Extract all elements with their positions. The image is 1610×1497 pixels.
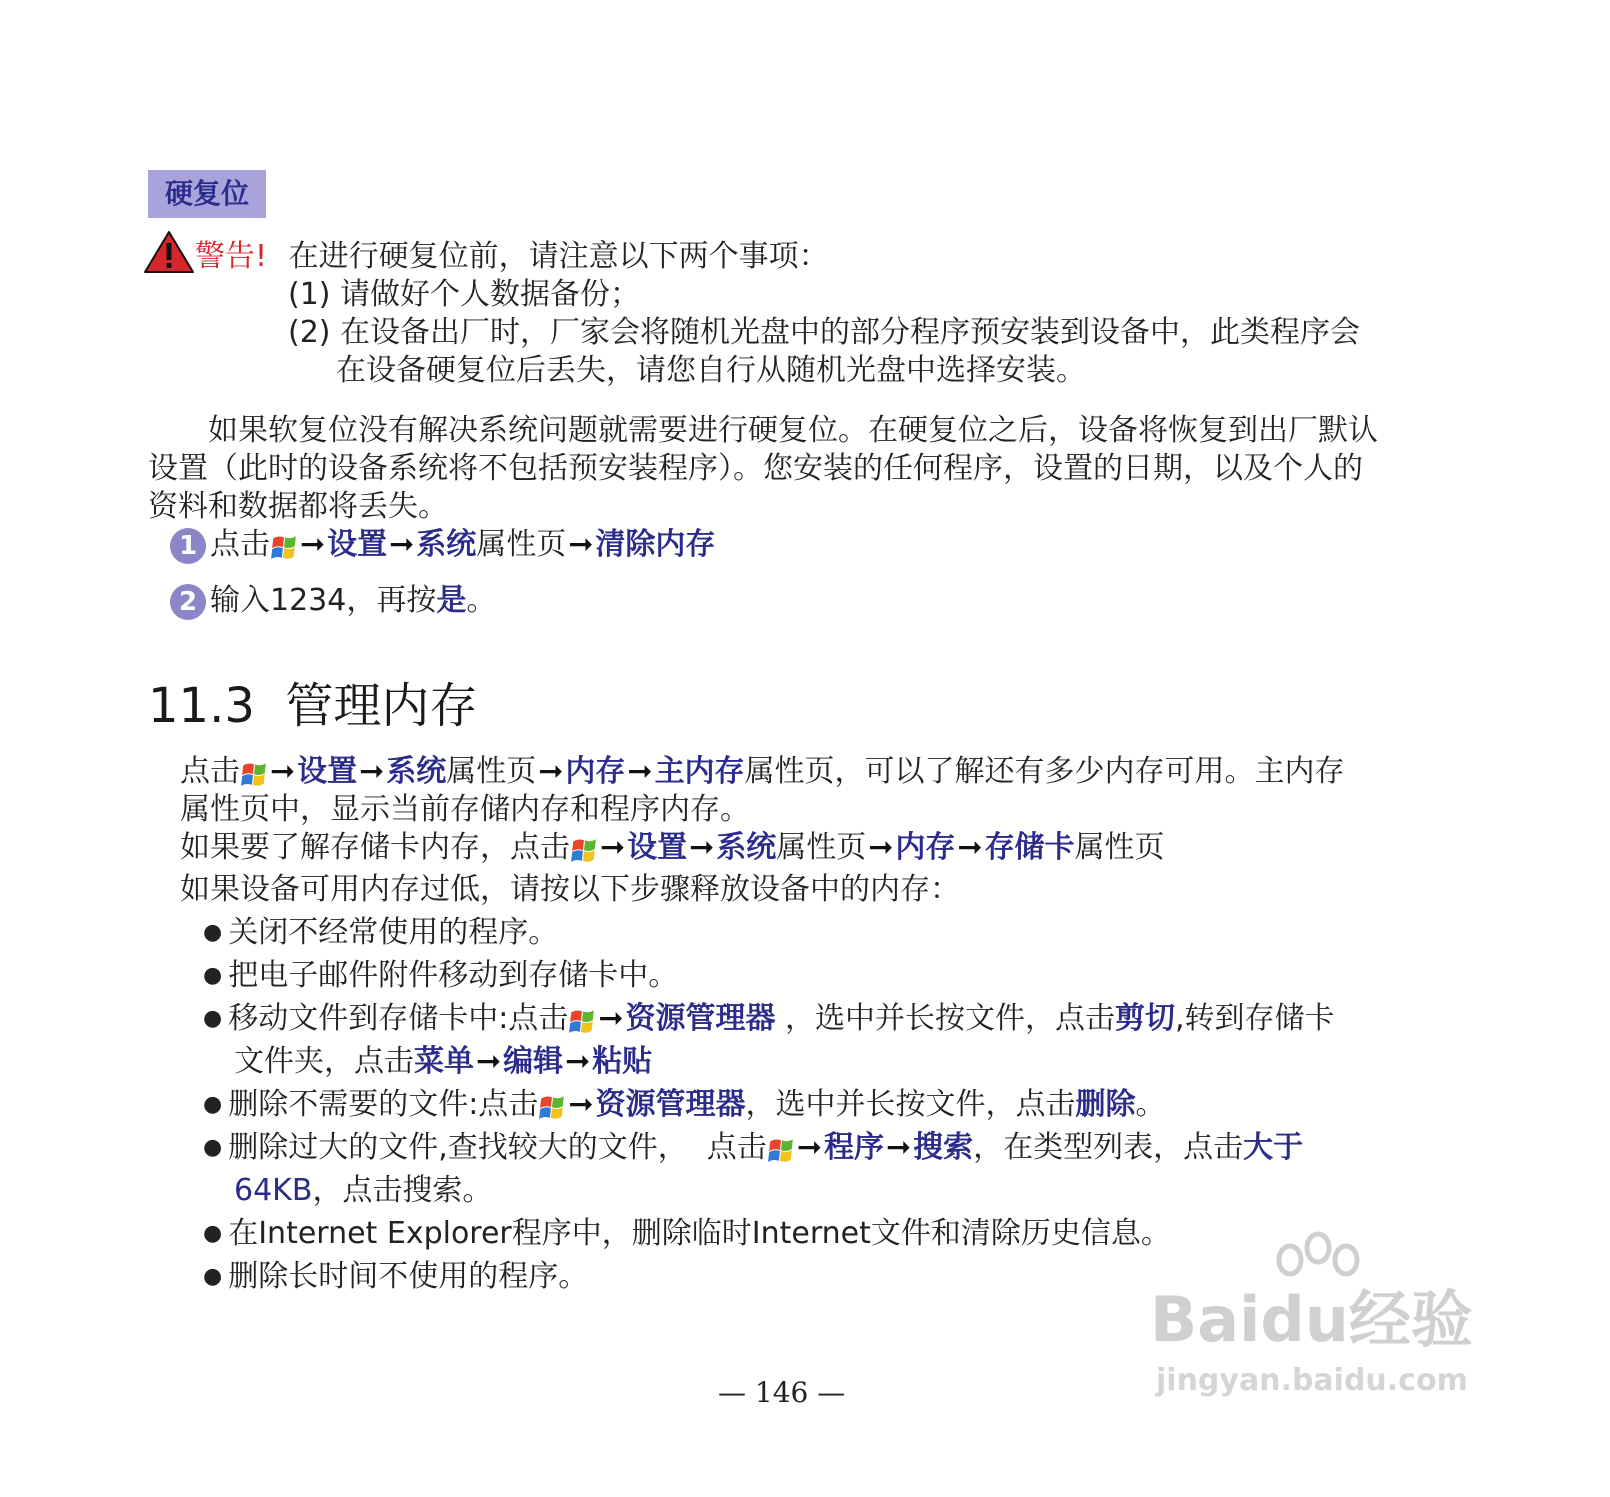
windows-start-icon	[571, 835, 597, 863]
paw-icon	[1260, 1230, 1380, 1290]
paragraph-line-1: 如果软复位没有解决系统问题就需要进行硬复位。在硬复位之后，设备将恢复到出厂默认	[208, 413, 1378, 448]
warning-item-2: (2) 在设备出厂时，厂家会将随机光盘中的部分程序预安装到设备中，此类程序会	[288, 315, 1361, 350]
list-item-cont	[234, 1043, 652, 1081]
section-heading: 11.3 管理内存	[148, 678, 478, 734]
keyword: 程序	[823, 1130, 884, 1165]
arrow-icon: ➞	[568, 1087, 594, 1122]
arrow-icon: ➞	[476, 1044, 502, 1079]
text: 移动文件到存储卡中:点击	[228, 1001, 569, 1036]
step-text: 属性页	[476, 527, 567, 562]
text: 。	[1135, 1087, 1166, 1122]
keyword: 主内存	[654, 754, 745, 789]
text: 删除过大的文件,查找较大的文件， 点击	[228, 1130, 767, 1165]
bullet-icon: ●	[203, 1006, 223, 1031]
text: 删除长时间不使用的程序。	[228, 1259, 589, 1294]
windows-start-icon	[539, 1092, 565, 1120]
list-item	[203, 914, 558, 952]
text: 属性页，可以了解还有多少内存可用。主内存	[744, 754, 1345, 789]
memory-paragraph-1-cont: 属性页中，显示当前存储内存和程序内存。	[180, 792, 750, 827]
warning-intro-line	[195, 238, 829, 276]
arrow-icon: ➞	[868, 830, 894, 865]
step-2	[170, 582, 496, 620]
page-number: — 146 —	[718, 1376, 846, 1409]
arrow-icon: ➞	[300, 527, 326, 562]
keyword: 是	[436, 583, 467, 618]
bullet-icon: ●	[203, 1221, 223, 1246]
keyword: 系统	[716, 830, 777, 865]
keyword: 系统	[416, 527, 477, 562]
memory-paragraph-2	[180, 829, 1165, 867]
bullet-icon: ●	[203, 920, 223, 945]
keyword: 存储卡	[984, 830, 1075, 865]
text: 点击	[180, 754, 240, 789]
list-item	[203, 1000, 1335, 1038]
text: ，选中并长按文件，点击	[745, 1087, 1076, 1122]
section-tag: 硬复位	[148, 170, 266, 218]
warning-intro: 在进行硬复位前，请注意以下两个事项：	[288, 239, 829, 274]
list-item	[203, 1258, 588, 1296]
keyword: 设置	[327, 527, 388, 562]
keyword: 资源管理器	[595, 1087, 746, 1122]
arrow-icon: ➞	[538, 754, 564, 789]
keyword: 内存	[895, 830, 956, 865]
keyword: 搜索	[913, 1130, 974, 1165]
warning-label: 警告!	[195, 239, 268, 274]
warning-item-2-cont: 在设备硬复位后丢失，请您自行从随机光盘中选择安装。	[336, 353, 1086, 388]
text: 在Internet Explorer程序中，删除临时Internet文件和清除历史信息。	[228, 1216, 1171, 1251]
keyword: 编辑	[503, 1044, 564, 1079]
arrow-icon: ➞	[598, 1001, 624, 1036]
list-item-cont	[234, 1172, 492, 1210]
text: ，在类型列表，点击	[973, 1130, 1244, 1165]
step-number: 2	[170, 584, 206, 620]
windows-start-icon	[768, 1135, 794, 1163]
paragraph-line-3: 资料和数据都将丢失。	[148, 489, 448, 524]
step-text: 点击	[210, 527, 270, 562]
step-number: 1	[170, 528, 206, 564]
text: 关闭不经常使用的程序。	[228, 915, 559, 950]
text: ,转到存储卡	[1175, 1001, 1335, 1036]
arrow-icon: ➞	[600, 830, 626, 865]
watermark-url: jingyan.baidu.com	[1156, 1363, 1468, 1398]
windows-start-icon	[241, 759, 267, 787]
arrow-icon: ➞	[359, 754, 385, 789]
text: 删除不需要的文件:点击	[228, 1087, 539, 1122]
text: 属性页	[446, 754, 537, 789]
text: ，选中并长按文件，点击	[775, 1001, 1115, 1036]
step-1	[170, 526, 715, 564]
warning-item-1: (1) 请做好个人数据备份；	[288, 277, 641, 312]
text: 属性页	[1074, 830, 1165, 865]
keyword: 系统	[386, 754, 447, 789]
warning-icon	[143, 230, 195, 274]
list-item	[203, 1086, 1165, 1124]
bullet-icon: ●	[203, 963, 223, 988]
text: 把电子邮件附件移动到存储卡中。	[228, 958, 679, 993]
arrow-icon: ➞	[565, 1044, 591, 1079]
arrow-icon: ➞	[796, 1130, 822, 1165]
list-item	[203, 1215, 1171, 1253]
arrow-icon: ➞	[389, 527, 415, 562]
text: 如果要了解存储卡内存，点击	[180, 830, 570, 865]
paragraph-line-2: 设置（此时的设备系统将不包括预安装程序）。您安装的任何程序，设置的日期，以及个人的	[148, 451, 1363, 486]
step-text: 输入1234，再按	[210, 583, 437, 618]
text: 属性页	[776, 830, 867, 865]
keyword: 粘贴	[592, 1044, 653, 1079]
arrow-icon: ➞	[689, 830, 715, 865]
keyword: 内存	[565, 754, 626, 789]
list-item	[203, 1129, 1303, 1167]
text: 文件夹，点击	[234, 1044, 414, 1079]
memory-paragraph-1	[180, 753, 1345, 791]
bullet-icon: ●	[203, 1092, 223, 1117]
keyword: 剪切	[1115, 1001, 1175, 1036]
watermark	[1150, 1270, 1473, 1398]
arrow-icon: ➞	[885, 1130, 912, 1165]
arrow-icon: ➞	[270, 754, 296, 789]
keyword: 清除内存	[595, 527, 716, 562]
keyword: 设置	[627, 830, 688, 865]
keyword: 大于	[1243, 1130, 1304, 1165]
bullet-icon: ●	[203, 1264, 223, 1289]
keyword: 删除	[1075, 1087, 1136, 1122]
keyword: 64KB	[234, 1173, 313, 1208]
list-item	[203, 957, 678, 995]
arrow-icon: ➞	[568, 527, 594, 562]
bullet-icon: ●	[203, 1135, 223, 1160]
memory-paragraph-3: 如果设备可用内存过低，请按以下步骤释放设备中的内存：	[180, 872, 960, 907]
windows-start-icon	[569, 1006, 595, 1034]
keyword: 设置	[297, 754, 358, 789]
text: ，点击搜索。	[312, 1173, 493, 1208]
watermark-logo-text: Baidu经验	[1150, 1283, 1473, 1356]
windows-start-icon	[271, 532, 297, 560]
arrow-icon: ➞	[627, 754, 653, 789]
keyword: 资源管理器	[625, 1001, 776, 1036]
step-text: 。	[466, 583, 497, 618]
keyword: 菜单	[414, 1044, 474, 1079]
arrow-icon: ➞	[957, 830, 983, 865]
